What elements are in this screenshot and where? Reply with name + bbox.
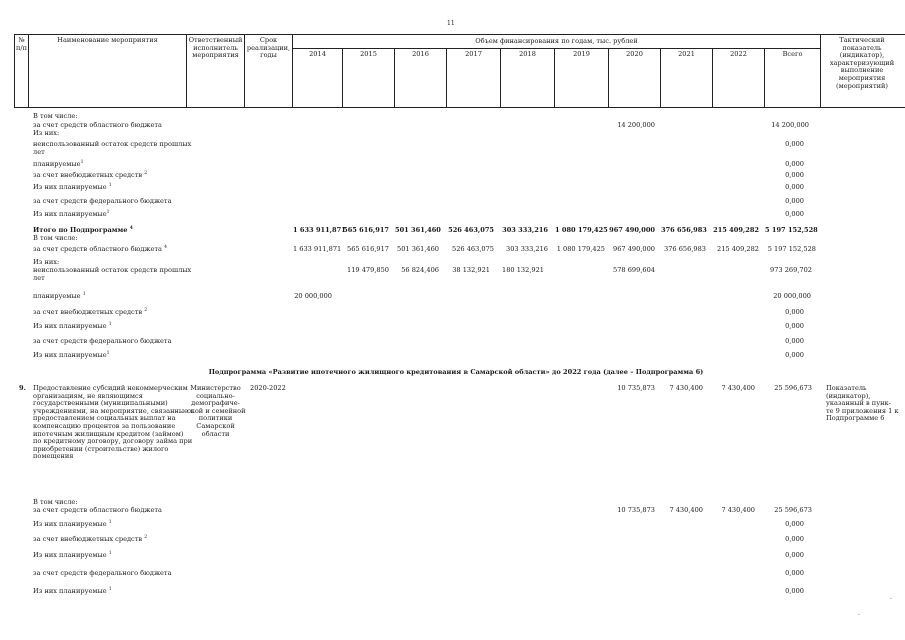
block3-extra xyxy=(33,536,147,544)
item9-desc-line: организациям, не являющимся xyxy=(33,391,143,400)
years-rule xyxy=(292,48,820,49)
header-year-2020: 2020 xyxy=(626,50,643,58)
header-indicator: Тактический показатель (индикатор), характеризующий выполнение мероприятия (мероприятий) xyxy=(829,36,895,90)
totals-unused: неиспользованный остаток средств прошлых xyxy=(33,266,192,274)
header-year-2021: 2021 xyxy=(678,50,695,58)
header-year-2017: 2017 xyxy=(465,50,482,58)
footnote-2: 2 xyxy=(144,307,148,313)
item9-2021: 7 430,400 xyxy=(669,384,703,392)
item9-indicator xyxy=(826,385,899,423)
block3-regional: за счет средств областного бюджета xyxy=(33,506,162,514)
item9-ind-line: Подпрограмме 6 xyxy=(826,414,885,423)
totals-unused-total: 973 269,702 xyxy=(770,266,812,274)
block1-extra-total: 0,000 xyxy=(785,171,804,179)
totals-regional-2020: 967 490,000 xyxy=(613,245,655,253)
footnote-1: 1 xyxy=(80,159,84,165)
item9-2020: 10 735,873 xyxy=(617,384,655,392)
item9-resp-line: социально- xyxy=(196,391,235,400)
block3-of-planned-label: Из них планируемые xyxy=(33,520,107,528)
header-year-2022: 2022 xyxy=(730,50,747,58)
totals-federal: за счет средств федерального бюджета xyxy=(33,337,172,345)
item9-resp-line: демографиче- xyxy=(191,399,240,408)
block3-2021: 7 430,400 xyxy=(669,506,703,514)
item9-ind-line: Показатель xyxy=(826,384,867,392)
totals-regional-2016: 501 361,460 xyxy=(397,245,439,253)
header-total: Всего xyxy=(782,50,803,58)
totals-planned xyxy=(33,293,86,301)
header-year-2018: 2018 xyxy=(519,50,536,58)
block3-extra-label: за счет внебюджетных средств xyxy=(33,535,143,543)
footnote-1: 1 xyxy=(82,291,86,297)
block1-of-planned-label: Из них планируемые xyxy=(33,183,107,191)
footnote-1: 1 xyxy=(106,209,110,215)
block1-extra-label: за счет внебюджетных средств xyxy=(33,171,143,179)
totals-2019: 1 080 179,425 xyxy=(555,226,608,234)
block1-of-planned-2 xyxy=(33,211,110,219)
totals-regional-2017: 526 463,075 xyxy=(452,245,494,253)
footnote-1: 1 xyxy=(108,182,112,188)
totals-of-planned-label: Из них планируемые xyxy=(33,322,107,330)
item9-desc-line: Предоставление субсидий некоммерческим xyxy=(33,384,188,392)
totals-of-planned-total: 0,000 xyxy=(785,322,804,330)
header-top-rule xyxy=(14,34,905,35)
totals-extra-label: за счет внебюджетных средств xyxy=(33,308,143,316)
footnote-2: 2 xyxy=(144,534,148,540)
footnote-1: 1 xyxy=(108,321,112,327)
totals-2020: 967 490,000 xyxy=(609,226,655,234)
totals-regional-2021: 376 656,983 xyxy=(664,245,706,253)
totals-of-planned-2-label: Из них планируемые xyxy=(33,351,107,359)
item9-responsible xyxy=(187,385,244,438)
totals-federal-total: 0,000 xyxy=(785,337,804,345)
block1-including: В том числе: xyxy=(33,112,78,120)
block1-planned-total: 0,000 xyxy=(785,160,804,168)
block1-of-them: Из них: xyxy=(33,129,60,137)
scan-speck: · xyxy=(858,612,860,619)
totals-regional-2019: 1 080 179,425 xyxy=(556,245,605,253)
block1-of-planned-2-total: 0,000 xyxy=(785,210,804,218)
item9-desc-line: предоставлением социальных выплат на xyxy=(33,414,176,423)
block1-of-planned xyxy=(33,184,112,192)
item9-resp-line: Министерство xyxy=(190,384,241,392)
scan-speck: · xyxy=(890,596,892,603)
totals-unused-2015: 119 479,850 xyxy=(347,266,389,274)
footnote-1: 1 xyxy=(108,550,112,556)
item9-resp-line: ской и семейной xyxy=(187,406,246,415)
totals-total: 5 197 152,528 xyxy=(765,226,818,234)
item9-desc-line: государственными (муниципальными) xyxy=(33,399,168,408)
totals-regional-2015: 565 616,917 xyxy=(347,245,389,253)
footnote-1: 1 xyxy=(108,586,112,592)
item9-ind-line: те 9 приложения 1 к xyxy=(826,406,899,415)
item9-desc-line: компенсацию процентов за пользование xyxy=(33,421,176,430)
footnote-4: 4 xyxy=(129,225,133,231)
item9-total: 25 596,673 xyxy=(774,384,812,392)
block3-of-planned-3 xyxy=(33,588,112,596)
block3-extra-total: 0,000 xyxy=(785,535,804,543)
totals-2016: 501 361,460 xyxy=(395,226,441,234)
totals-regional-2018: 303 333,216 xyxy=(506,245,548,253)
block3-federal-total: 0,000 xyxy=(785,569,804,577)
item9-resp-line: Самарской xyxy=(196,421,235,430)
block1-of-planned-total: 0,000 xyxy=(785,183,804,191)
item9-term: 2020-2022 xyxy=(250,384,286,392)
totals-unused-years: лет xyxy=(33,274,45,282)
block3-including: В том числе: xyxy=(33,498,78,506)
header-name: Наименование мероприятия xyxy=(57,36,158,44)
header-year-2019: 2019 xyxy=(573,50,590,58)
block1-unused-years: лет xyxy=(33,148,45,156)
block1-of-planned-2-label: Из них планируемые xyxy=(33,210,107,218)
totals-regional-total: 5 197 152,528 xyxy=(767,245,816,253)
col-rule xyxy=(820,34,821,108)
footnote-1: 1 xyxy=(106,350,110,356)
block1-unused-total: 0,000 xyxy=(785,140,804,148)
totals-2015: 565 616,917 xyxy=(343,226,389,234)
totals-extra xyxy=(33,309,147,317)
footnote-1: 1 xyxy=(108,519,112,525)
block1-extra xyxy=(33,172,147,180)
header-term: Срок реализации, годы xyxy=(246,36,291,60)
totals-unused-2017: 38 132,921 xyxy=(452,266,490,274)
totals-planned-total: 20 000,000 xyxy=(773,292,811,300)
totals-unused-2016: 56 824,406 xyxy=(401,266,439,274)
totals-of-planned-2 xyxy=(33,352,110,360)
totals-2017: 526 463,075 xyxy=(448,226,494,234)
header-year-2014: 2014 xyxy=(309,50,326,58)
block1-planned xyxy=(33,161,83,169)
item9-ind-line: указанный в пунк- xyxy=(826,399,891,408)
item9-resp-line: области xyxy=(201,429,230,438)
block3-2022: 7 430,400 xyxy=(721,506,755,514)
totals-regional-2022: 215 409,282 xyxy=(717,245,759,253)
subprogram-title: Подпрограмма «Развитие ипотечного жилищного кредитования в Самарской области» до 2022 года (далее – Подпрограмма 6) xyxy=(208,368,704,376)
block3-federal: за счет средств федерального бюджета xyxy=(33,569,172,577)
block3-2020: 10 735,873 xyxy=(617,506,655,514)
header-bottom-rule xyxy=(14,107,905,108)
block1-regional: за счет средств областного бюджета xyxy=(33,121,162,129)
item9-desc-line: учреждениями, на мероприятие, связанные с xyxy=(33,406,194,415)
totals-regional-label: за счет средств областного бюджета xyxy=(33,245,162,253)
block1-federal-total: 0,000 xyxy=(785,197,804,205)
totals-label-text: Итого по Подпрограмме xyxy=(33,226,128,234)
block1-planned-label: планируемые xyxy=(33,160,81,168)
block3-of-planned-2 xyxy=(33,552,112,560)
block1-regional-2020: 14 200,000 xyxy=(617,121,655,129)
item9-desc-line: помещения xyxy=(33,452,74,461)
totals-regional xyxy=(33,246,167,254)
page-number: 11 xyxy=(447,20,455,27)
totals-planned-label: планируемые xyxy=(33,292,81,300)
header-year-2016: 2016 xyxy=(412,50,429,58)
totals-extra-total: 0,000 xyxy=(785,308,804,316)
col-rule xyxy=(28,34,29,108)
item9-desc-line: приобретении (строительстве) жилого xyxy=(33,444,169,453)
block1-unused: неиспользованный остаток средств прошлых xyxy=(33,140,192,148)
item9-description xyxy=(33,385,194,461)
totals-2018: 303 333,216 xyxy=(502,226,548,234)
item9-2022: 7 430,400 xyxy=(721,384,755,392)
item9-ind-line: (индикатор), xyxy=(826,391,871,400)
item9-resp-line: политики xyxy=(198,414,233,423)
block1-federal: за счет средств федерального бюджета xyxy=(33,197,172,205)
block1-regional-total: 14 200,000 xyxy=(771,121,809,129)
item9-desc-line: по кредитному договору, договору займа при xyxy=(33,437,193,446)
header-num: № п/п xyxy=(15,36,27,52)
header-year-2015: 2015 xyxy=(360,50,377,58)
totals-unused-2018: 180 132,921 xyxy=(502,266,544,274)
block3-total: 25 596,673 xyxy=(774,506,812,514)
totals-2014: 1 633 911,871 xyxy=(293,226,346,234)
block3-of-planned xyxy=(33,521,112,529)
totals-of-planned xyxy=(33,323,112,331)
totals-unused-2020: 578 699,604 xyxy=(613,266,655,274)
totals-regional-2014: 1 633 911,871 xyxy=(293,245,342,253)
totals-2022: 215 409,282 xyxy=(713,226,759,234)
totals-including: В том числе: xyxy=(33,234,78,242)
table-header xyxy=(0,34,905,108)
block3-of-planned-2-label: Из них планируемые xyxy=(33,551,107,559)
block3-of-planned-total: 0,000 xyxy=(785,520,804,528)
footnote-2: 2 xyxy=(144,170,148,176)
item9-desc-line: ипотечным жилищным кредитом (займом) xyxy=(33,429,184,438)
block3-of-planned-3-label: Из них планируемые xyxy=(33,587,107,595)
block3-of-planned-2-total: 0,000 xyxy=(785,551,804,559)
totals-2021: 376 656,983 xyxy=(661,226,707,234)
block3-of-planned-3-total: 0,000 xyxy=(785,587,804,595)
item9-num: 9. xyxy=(19,384,26,392)
header-responsible: Ответственный исполнитель мероприятия xyxy=(188,36,243,60)
totals-planned-2014: 20 000,000 xyxy=(294,292,332,300)
header-volume: Объем финансирования по годам, тыс. рублей xyxy=(475,37,638,45)
totals-of-them: Из них: xyxy=(33,258,60,266)
footnote-4: 4 xyxy=(164,244,167,250)
totals-of-planned-2-total: 0,000 xyxy=(785,351,804,359)
